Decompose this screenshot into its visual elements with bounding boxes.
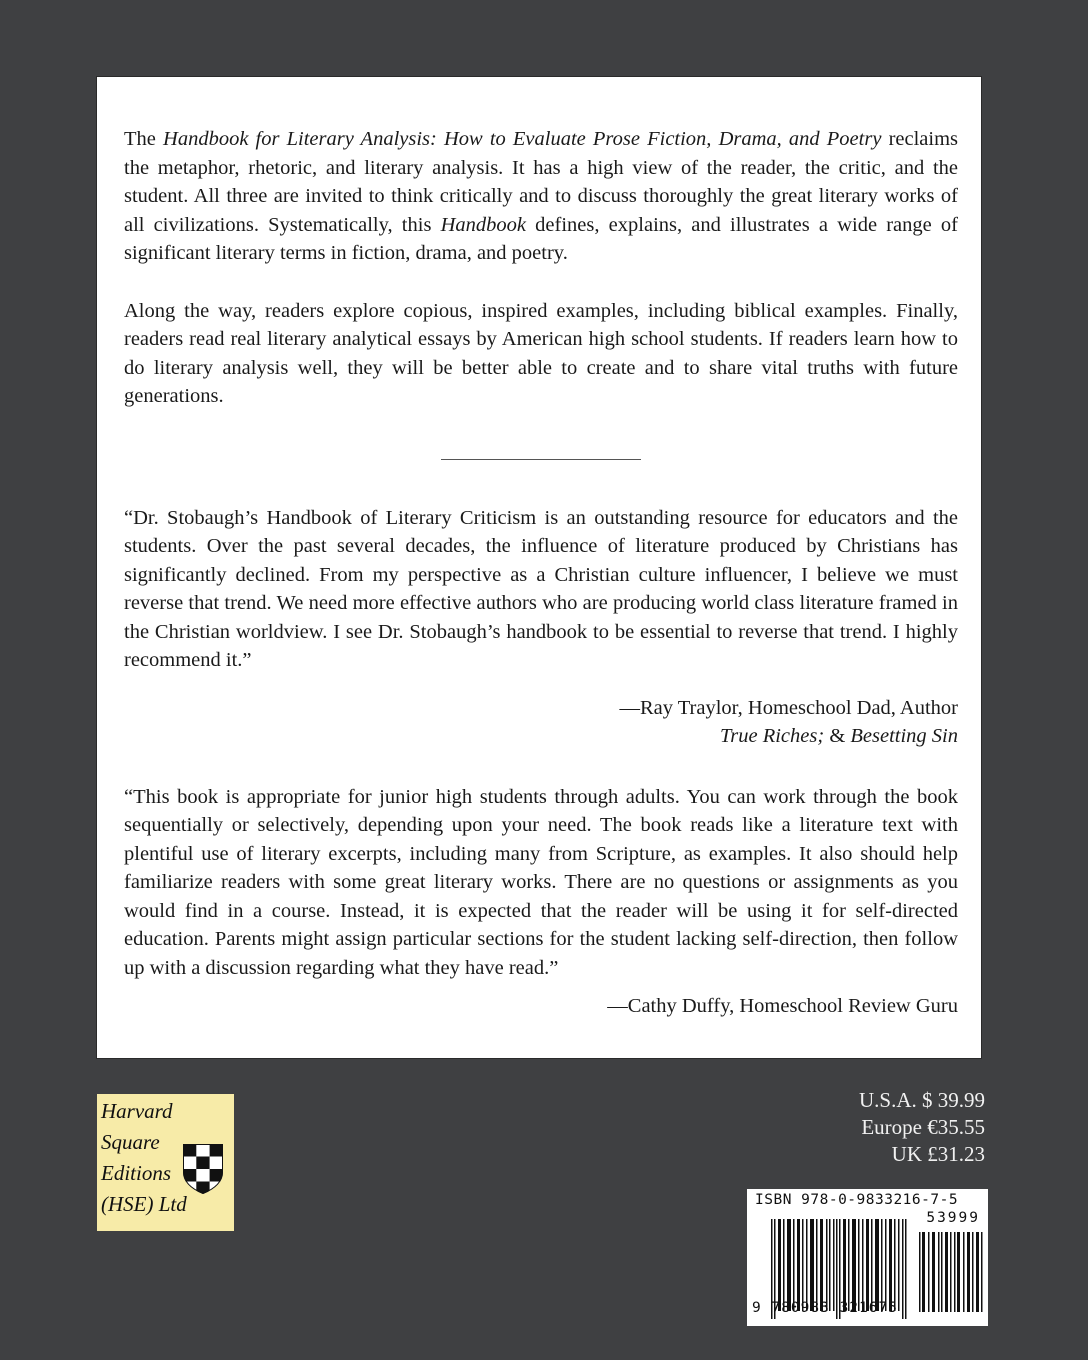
attribution-works-1 <box>124 722 958 751</box>
price-usa: U.S.A. $ 39.99 <box>858 1088 985 1112</box>
isbn-barcode <box>747 1189 988 1326</box>
isbn-label: ISBN 978-0-9833216-7-5 <box>755 1192 959 1208</box>
publisher-line-4: (HSE) Ltd <box>101 1192 187 1216</box>
price-europe: Europe €35.55 <box>861 1115 985 1139</box>
section-divider <box>441 459 641 460</box>
cover-copy <box>124 125 958 1021</box>
work-title-2: Besetting Sin <box>850 725 958 747</box>
description-paragraph-1 <box>124 125 958 268</box>
checkered-shield-icon <box>183 1144 223 1194</box>
ean-digits: 9 780983 321675 <box>752 1300 898 1316</box>
description-text: reclaims the metaphor, rhetoric, and literary analysis. It has a high view of the reader, the critic, and the student. All three are invited to think critically and to discuss thoroughly the great literary works of all civilizations. Systematically, this <box>124 128 959 236</box>
publisher-name <box>101 1096 187 1220</box>
publisher-line-1: Harvard <box>101 1099 173 1123</box>
description-paragraph-2: Along the way, readers explore copious, inspired examples, including biblical examples. Finally, readers read real literary analytical essays by American high school students. If readers learn how to do literary analysis well, they will be better able to create and to share vital truths with future generations. <box>124 299 958 407</box>
addon-barcode-bars <box>919 1232 983 1314</box>
handbook-word: Handbook <box>440 213 527 236</box>
endorsement-attribution-2: —Cathy Duffy, Homeschool Review Guru <box>607 995 958 1017</box>
back-cover-text-panel <box>96 76 982 1059</box>
intro-text: The <box>124 128 164 150</box>
endorsement-quote-1: “Dr. Stobaugh’s Handbook of Literary Criticism is an outstanding resource for educators and the students. Over the past several decades, the influence of literature produced by Christians has significantly declined. From my perspective as a Christian culture influencer, I believe we must reverse that trend. We need more effective authors who are producing world class literature framed in the Christian worldview. I see Dr. Stobaugh’s handbook to be essential to reverse that trend. I highly recommend it.” <box>124 506 958 671</box>
description-text-end: defines, explains, and illustrates a wide range of significant literary terms in fiction, drama, and poetry. <box>124 213 958 264</box>
publisher-line-3: Editions <box>101 1161 172 1185</box>
endorsement-quote-2: “This book is appropriate for junior high students through adults. You can work through the book sequentially or selectively, depending upon your need. The book reads like a literature text with plentiful use of literary excerpts, including many from Scripture, as examples. It also should help familiarize readers with some great literary works. There are no questions or assignments as you would find in a course. Instead, it is expected that the reader will be using it for self-directed education. Parents might assign particular sections for the student lacking self-direction, then follow up with a discussion regarding what they have read.” <box>124 785 958 979</box>
work-title-1: True Riches; <box>719 725 825 747</box>
publisher-line-2: Square <box>101 1130 160 1154</box>
endorsement-attribution-1 <box>124 694 958 751</box>
book-title: Handbook for Literary Analysis: How to Evaluate Prose Fiction, Drama, and Poetry <box>163 128 882 150</box>
price-uk: UK £31.23 <box>891 1142 985 1166</box>
attribution-name-1: —Ray Traylor, Homeschool Dad, Author <box>619 696 958 719</box>
publisher-logo <box>97 1094 234 1231</box>
price-list <box>859 1087 985 1168</box>
ampersand: & <box>824 725 851 747</box>
price-code: 53999 <box>926 1210 980 1226</box>
